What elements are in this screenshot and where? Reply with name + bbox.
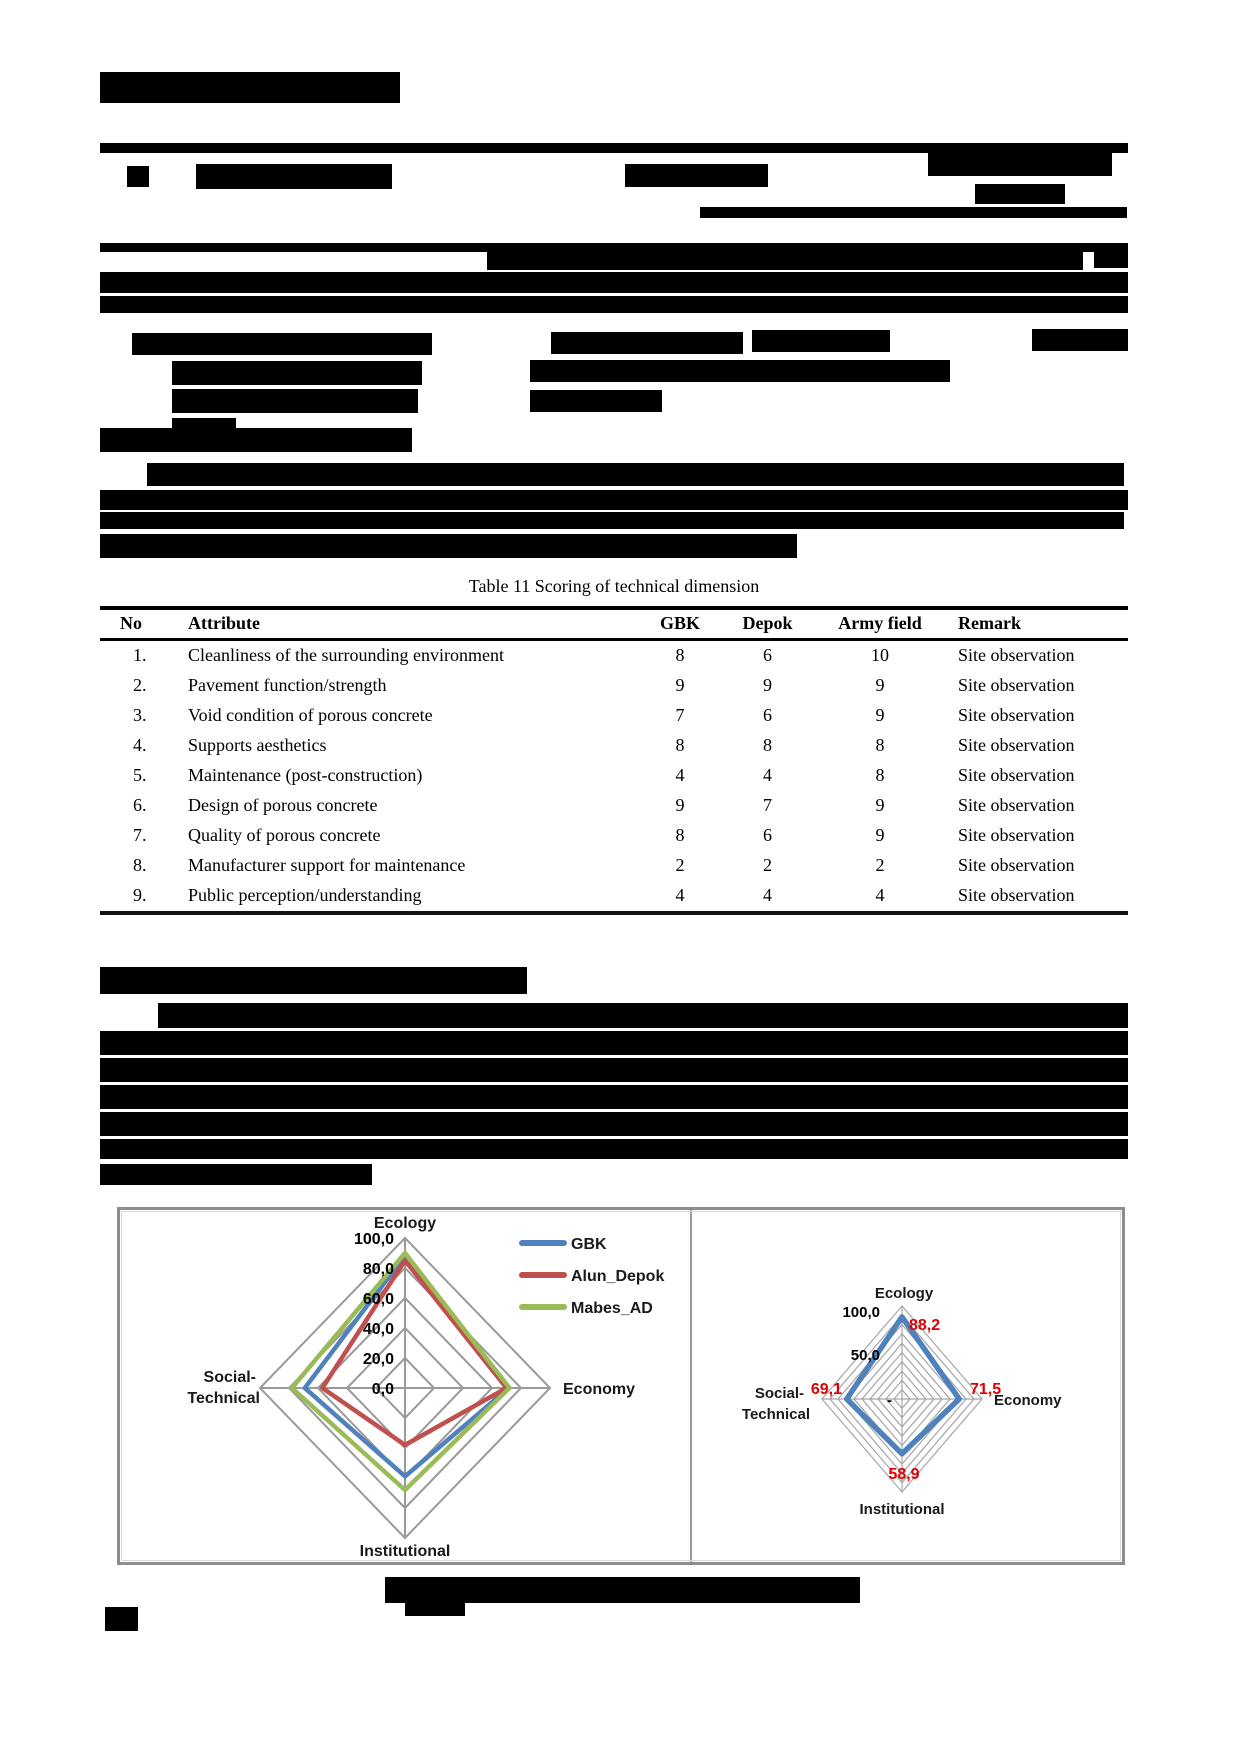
redaction-bar-header (196, 164, 392, 189)
cell-gbk: 9 (675, 795, 685, 815)
tick-label: 50,0 (850, 1347, 880, 1364)
cell-gbk: 8 (675, 645, 685, 665)
cell-army_field: 9 (875, 825, 885, 845)
tick-label: - (887, 1392, 892, 1409)
table-row (100, 731, 1128, 761)
cell-gbk: 2 (675, 855, 685, 875)
column-header-depok: Depok (725, 608, 810, 640)
redaction-bar-header (100, 72, 400, 103)
axis-label: Ecology (874, 1285, 934, 1302)
cell-attribute: Void condition of porous concrete (188, 705, 433, 725)
redaction-bar-intro (100, 428, 412, 452)
table-caption: Table 11 Scoring of technical dimension (468, 576, 760, 596)
redaction-bar-intro (487, 252, 1083, 270)
cell-depok: 6 (763, 825, 772, 845)
cell-remark: Site observation (958, 855, 1075, 875)
cell-attribute: Manufacturer support for maintenance (188, 855, 466, 875)
cell-army_field: 8 (875, 735, 885, 755)
data-label: 88,2 (909, 1317, 941, 1334)
axis-label: Economy (563, 1381, 636, 1398)
cell-attribute: Public perception/understanding (165, 881, 635, 913)
redaction-bar-below_table (100, 1031, 1128, 1055)
cell-attribute: Supports aesthetics (188, 735, 327, 755)
cell-attribute: Cleanliness of the surrounding environment (188, 645, 504, 665)
cell-no: 9. (100, 881, 165, 913)
redaction-bar-figure_caption (385, 1577, 860, 1603)
axis-label: Technical (741, 1406, 810, 1423)
redaction-bar-intro (100, 490, 1128, 510)
scoring-table-header (100, 608, 1128, 640)
table-row (100, 791, 1128, 821)
axis-label: Institutional (859, 1501, 945, 1518)
legend-label: Mabes_AD (571, 1300, 653, 1317)
cell-army_field: 10 (871, 645, 889, 665)
table-row (100, 821, 1128, 851)
cell-gbk: 8 (675, 735, 685, 755)
redaction-bar-intro (172, 361, 422, 385)
cell-no: 1. (133, 645, 147, 665)
cell-depok: 4 (725, 881, 810, 913)
cell-depok: 4 (763, 765, 772, 785)
cell-depok: 6 (763, 645, 772, 665)
redaction-bar-intro (752, 330, 890, 352)
cell-army_field: 4 (810, 881, 950, 913)
cell-gbk: 4 (635, 881, 725, 913)
redaction-bar-header (100, 243, 1128, 252)
table-row (100, 851, 1128, 881)
cell-depok: 2 (763, 855, 772, 875)
axis-label: Social- (754, 1385, 804, 1402)
cell-army_field: 8 (875, 765, 885, 785)
cell-army_field: 2 (875, 855, 885, 875)
radar-chart-comparison (120, 1210, 690, 1562)
legend-label: Alun_Depok (571, 1268, 665, 1285)
cell-no: 7. (133, 825, 147, 845)
column-header-army-field: Army field (810, 608, 950, 640)
redaction-bar-intro (551, 332, 743, 354)
redaction-bar-intro (530, 390, 662, 412)
cell-no: 2. (133, 675, 147, 695)
data-label: 71,5 (970, 1381, 1002, 1398)
cell-attribute: Quality of porous concrete (188, 825, 381, 845)
cell-no: 4. (133, 735, 147, 755)
cell-no: 5. (133, 765, 147, 785)
cell-gbk: 7 (675, 705, 685, 725)
redaction-bar-intro (132, 333, 432, 355)
cell-attribute: Pavement function/strength (188, 675, 387, 695)
tick-label: 80,0 (362, 1261, 394, 1278)
table-header-row (100, 608, 1128, 640)
cell-gbk: 4 (675, 765, 685, 785)
table-row (100, 761, 1128, 791)
scoring-table (100, 606, 1128, 915)
tick-label: 100,0 (842, 1304, 880, 1321)
cell-depok: 6 (763, 705, 772, 725)
column-header-no: No (100, 608, 165, 640)
redaction-bar-intro (147, 463, 1124, 486)
redaction-bar-header (700, 207, 1127, 218)
table-row (100, 881, 1128, 913)
cell-no: 3. (133, 705, 147, 725)
cell-depok: 8 (763, 735, 772, 755)
cell-attribute: Design of porous concrete (188, 795, 378, 815)
cell-army_field: 9 (875, 705, 885, 725)
redaction-bar-intro (530, 360, 950, 382)
redaction-bar-intro (100, 296, 1128, 313)
cell-gbk: 9 (675, 675, 685, 695)
tick-label: 60,0 (362, 1291, 394, 1308)
axis-label: Institutional (359, 1543, 451, 1560)
table-row (100, 701, 1128, 731)
cell-army_field: 9 (875, 675, 885, 695)
series-gbk (847, 1317, 959, 1454)
cell-remark: Site observation (958, 705, 1075, 725)
redaction-bar-intro (1094, 251, 1128, 268)
cell-depok: 9 (763, 675, 772, 695)
cell-remark: Site observation (958, 735, 1075, 755)
redaction-bar-below_table (158, 1003, 1128, 1028)
tick-label: 0,0 (371, 1381, 394, 1398)
cell-remark: Site observation (950, 881, 1128, 913)
redaction-bar-below_table (100, 1139, 1128, 1159)
cell-no: 6. (133, 795, 147, 815)
redaction-bar-intro (100, 534, 797, 558)
table-row (100, 640, 1128, 672)
redaction-bar-below_table (100, 967, 527, 994)
redaction-bar-header (625, 164, 768, 187)
redaction-bar-intro (100, 512, 1124, 529)
cell-remark: Site observation (958, 765, 1075, 785)
redaction-bar-intro (100, 272, 1128, 293)
column-header-remark: Remark (950, 608, 1128, 640)
cell-no: 8. (133, 855, 147, 875)
tick-label: 100,0 (353, 1231, 394, 1248)
data-label: 69,1 (810, 1381, 842, 1398)
redaction-bar-below_table (100, 1085, 1128, 1109)
cell-depok: 7 (763, 795, 772, 815)
legend-label: GBK (571, 1236, 607, 1253)
axis-label: Technical (187, 1390, 260, 1407)
cell-remark: Site observation (958, 825, 1075, 845)
redaction-bar-header (127, 166, 149, 187)
axis-label: Economy (994, 1392, 1062, 1409)
redaction-bar-below_table (100, 1058, 1128, 1082)
cell-attribute: Maintenance (post-construction) (188, 765, 423, 785)
redaction-bar-footer (105, 1607, 138, 1631)
tick-label: 40,0 (362, 1321, 394, 1338)
redaction-bar-intro (172, 389, 418, 413)
radar-figure (117, 1207, 1125, 1565)
redaction-bar-intro (1032, 329, 1128, 351)
column-header-gbk: GBK (635, 608, 725, 640)
radar-chart-gbk (692, 1210, 1126, 1562)
cell-remark: Site observation (958, 675, 1075, 695)
redaction-bar-below_table (100, 1112, 1128, 1136)
cell-army_field: 9 (875, 795, 885, 815)
cell-gbk: 8 (675, 825, 685, 845)
axis-label: Social- (203, 1369, 256, 1386)
redaction-bar-below_table (100, 1164, 372, 1185)
axis-label: Ecology (373, 1215, 437, 1232)
table-row (100, 671, 1128, 701)
redaction-bar-header (928, 151, 1112, 176)
column-header-attribute: Attribute (165, 608, 635, 640)
redaction-bar-header (975, 184, 1065, 204)
tick-label: 20,0 (362, 1351, 394, 1368)
data-label: 58,9 (888, 1466, 920, 1483)
cell-remark: Site observation (958, 795, 1075, 815)
scoring-table-body (100, 640, 1128, 914)
redaction-bar-figure_caption (405, 1603, 465, 1616)
cell-remark: Site observation (958, 645, 1075, 665)
